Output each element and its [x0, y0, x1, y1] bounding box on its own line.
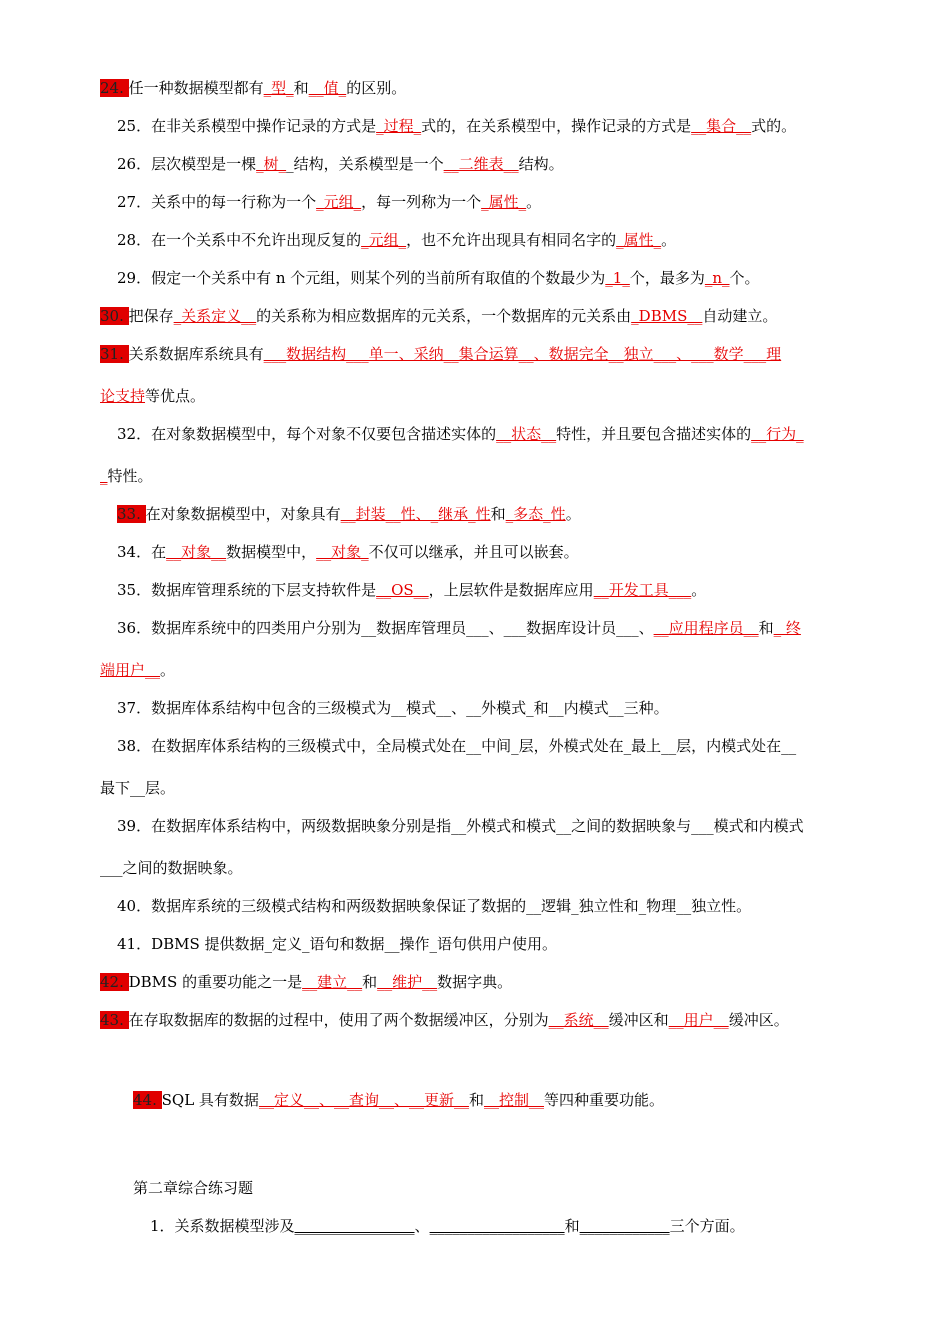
answer-text: __行为_	[751, 425, 804, 443]
blank-underline: ____________	[579, 1217, 670, 1235]
answer-text: __二维表__	[443, 155, 519, 173]
line-text: 特性。	[107, 467, 153, 485]
text-line	[117, 230, 676, 250]
line-text: 特性，并且要包含描述实体的	[556, 425, 752, 443]
line-text: DBMS 的重要功能之一是	[128, 973, 303, 991]
line-text: _结构，关系模型是一个	[286, 155, 444, 173]
text-line	[133, 1090, 664, 1110]
text-line	[100, 306, 777, 326]
answer-text: __状态__	[496, 425, 557, 443]
line-text: 41．DBMS 提供数据_定义_语句和数据__操作_语句供用户使用。	[117, 935, 558, 953]
text-line	[133, 1178, 253, 1198]
line-text: 个，最多为	[629, 269, 705, 287]
item-number-highlight: 43.	[100, 1011, 129, 1029]
line-text: 26．层次模型是一棵	[117, 155, 257, 173]
answer-text: __对象_	[316, 543, 369, 561]
line-text: 第二章综合练习题	[133, 1179, 254, 1197]
answer-text: _	[100, 467, 108, 485]
line-text: 。	[160, 661, 176, 679]
line-text: 在存取数据库的数据的过程中，使用了两个数据缓冲区，分别为	[128, 1011, 549, 1029]
answer-text: _属性_	[481, 193, 527, 211]
line-text: 缓冲区和	[608, 1011, 669, 1029]
text-line	[100, 858, 243, 878]
text-line	[117, 736, 796, 756]
answer-text: _树_	[256, 155, 287, 173]
line-text: 等优点。	[145, 387, 206, 405]
answer-text: __集合__	[691, 117, 752, 135]
item-number-highlight: 31.	[100, 345, 129, 363]
line-text: 三个方面。	[669, 1217, 745, 1235]
text-line	[117, 424, 804, 444]
line-text: ，也不允许出现具有相同名字的	[406, 231, 617, 249]
line-text: 和	[468, 1091, 484, 1109]
text-line	[100, 386, 205, 406]
answer-text: _元组_	[361, 231, 407, 249]
answer-text: __应用程序员__	[653, 619, 759, 637]
text-line	[117, 580, 706, 600]
answer-text: __用户__	[668, 1011, 729, 1029]
answer-text: 端用户__	[100, 661, 161, 679]
line-text: 1．关系数据模型涉及	[150, 1217, 295, 1235]
line-text: 和	[362, 973, 378, 991]
line-text: 37．数据库体系结构中包含的三级模式为__模式__、__外模式_和__内模式__三种。	[117, 699, 669, 717]
answer-text: _DBMS__	[631, 307, 703, 325]
answer-text: __开发工具___	[593, 581, 692, 599]
answer-text: __封装__性、_继承_性	[340, 505, 491, 523]
line-text: 自动建立。	[702, 307, 778, 325]
line-text: SQL 具有数据	[161, 1091, 259, 1109]
text-line	[117, 542, 579, 562]
line-text: 不仅可以继承，并且可以嵌套。	[368, 543, 579, 561]
blank-underline: ________________	[294, 1217, 415, 1235]
line-text: 最下__层。	[100, 779, 176, 797]
line-text: 39．在数据库体系结构中，两级数据映象分别是指__外模式和模式__之间的数据映象与___模式和内模式	[117, 817, 804, 835]
text-line	[117, 192, 541, 212]
line-text: 35．数据库管理系统的下层支持软件是	[117, 581, 377, 599]
text-line	[117, 116, 796, 136]
line-text: 把保存	[128, 307, 174, 325]
answer-text: __OS__	[376, 581, 429, 599]
line-text: 。	[691, 581, 707, 599]
answer-text: __定义__、__查询__、__更新__	[258, 1091, 469, 1109]
line-text: 个。	[729, 269, 760, 287]
text-line	[117, 268, 760, 288]
text-line	[100, 778, 175, 798]
line-text: 任一种数据模型都有	[128, 79, 264, 97]
line-text: 缓冲区。	[728, 1011, 789, 1029]
text-line	[100, 972, 512, 992]
line-text: ___之间的数据映象。	[100, 859, 243, 877]
blank-underline: __________________	[429, 1217, 565, 1235]
line-text: 和	[758, 619, 774, 637]
line-text: 34．在	[117, 543, 167, 561]
answer-text: _过程_	[376, 117, 422, 135]
text-line	[100, 78, 406, 98]
text-line	[150, 1216, 745, 1236]
answer-text: __值_	[308, 79, 347, 97]
line-text: 32．在对象数据模型中，每个对象不仅要包含描述实体的	[117, 425, 497, 443]
line-text: 数据模型中，	[226, 543, 317, 561]
text-line	[117, 698, 669, 718]
answer-text: __对象__	[166, 543, 227, 561]
item-number-highlight: 24.	[100, 79, 129, 97]
text-line	[117, 504, 581, 524]
answer-text: 论支持	[100, 387, 146, 405]
text-line	[100, 1010, 789, 1030]
answer-text: __系统__	[548, 1011, 609, 1029]
line-text: 结构。	[518, 155, 564, 173]
line-text: 的区别。	[346, 79, 407, 97]
answer-text: _n_	[704, 269, 730, 287]
text-line	[117, 896, 751, 916]
item-number-highlight: 30.	[100, 307, 129, 325]
line-text: ，每一列称为一个	[361, 193, 482, 211]
line-text: 29．假定一个关系中有 n 个元组，则某个列的当前所有取值的个数最少为	[117, 269, 606, 287]
line-text: 和	[490, 505, 506, 523]
answer-text: _元组_	[316, 193, 362, 211]
text-line	[117, 934, 557, 954]
answer-text: ___数据结构___单一、采纳__集合运算__、数据完全__独立___、___数学___理	[263, 345, 782, 363]
answer-text: __建立__	[302, 973, 363, 991]
item-number-highlight: 33.	[117, 505, 146, 523]
answer-text: _关系定义__	[173, 307, 257, 325]
answer-text: _1_	[605, 269, 630, 287]
text-line	[100, 344, 781, 364]
line-text: 36．数据库系统中的四类用户分别为__数据库管理员___、___数据库设计员___、	[117, 619, 654, 637]
line-text: 等四种重要功能。	[543, 1091, 664, 1109]
line-text: 在对象数据模型中，对象具有	[145, 505, 341, 523]
text-line	[117, 618, 801, 638]
line-text: 的关系称为相应数据库的元关系，一个数据库的元关系由	[256, 307, 632, 325]
answer-text: _多态_性	[505, 505, 566, 523]
answer-text: __维护__	[377, 973, 438, 991]
line-text: 27．关系中的每一行称为一个	[117, 193, 317, 211]
text-line	[100, 660, 175, 680]
text-line	[117, 816, 804, 836]
line-text: ，上层软件是数据库应用	[428, 581, 594, 599]
answer-text: _属性_	[616, 231, 662, 249]
line-text: 。	[565, 505, 581, 523]
line-text: 。	[661, 231, 677, 249]
item-number-highlight: 44.	[133, 1091, 162, 1109]
text-line	[117, 154, 564, 174]
line-text: 40．数据库系统的三级模式结构和两级数据映象保证了数据的__逻辑_独立性和_物理__独立性。	[117, 897, 752, 915]
line-text: 、	[414, 1217, 430, 1235]
line-text: 28．在一个关系中不允许出现反复的	[117, 231, 362, 249]
line-text: 和	[564, 1217, 580, 1235]
line-text: 38．在数据库体系结构的三级模式中，全局模式处在__中间_层，外模式处在_最上__层，内模式处在__	[117, 737, 797, 755]
answer-text: _ 终	[773, 619, 801, 637]
text-line	[100, 466, 153, 486]
line-text: 式的。	[751, 117, 797, 135]
line-text: 式的，在关系模型中，操作记录的方式是	[421, 117, 692, 135]
line-text: 。	[526, 193, 542, 211]
answer-text: __控制__	[483, 1091, 544, 1109]
line-text: 关系数据库系统具有	[128, 345, 264, 363]
line-text: 25．在非关系模型中操作记录的方式是	[117, 117, 377, 135]
answer-text: _型_	[263, 79, 294, 97]
line-text: 数据字典。	[437, 973, 513, 991]
item-number-highlight: 42.	[100, 973, 129, 991]
line-text: 和	[293, 79, 309, 97]
